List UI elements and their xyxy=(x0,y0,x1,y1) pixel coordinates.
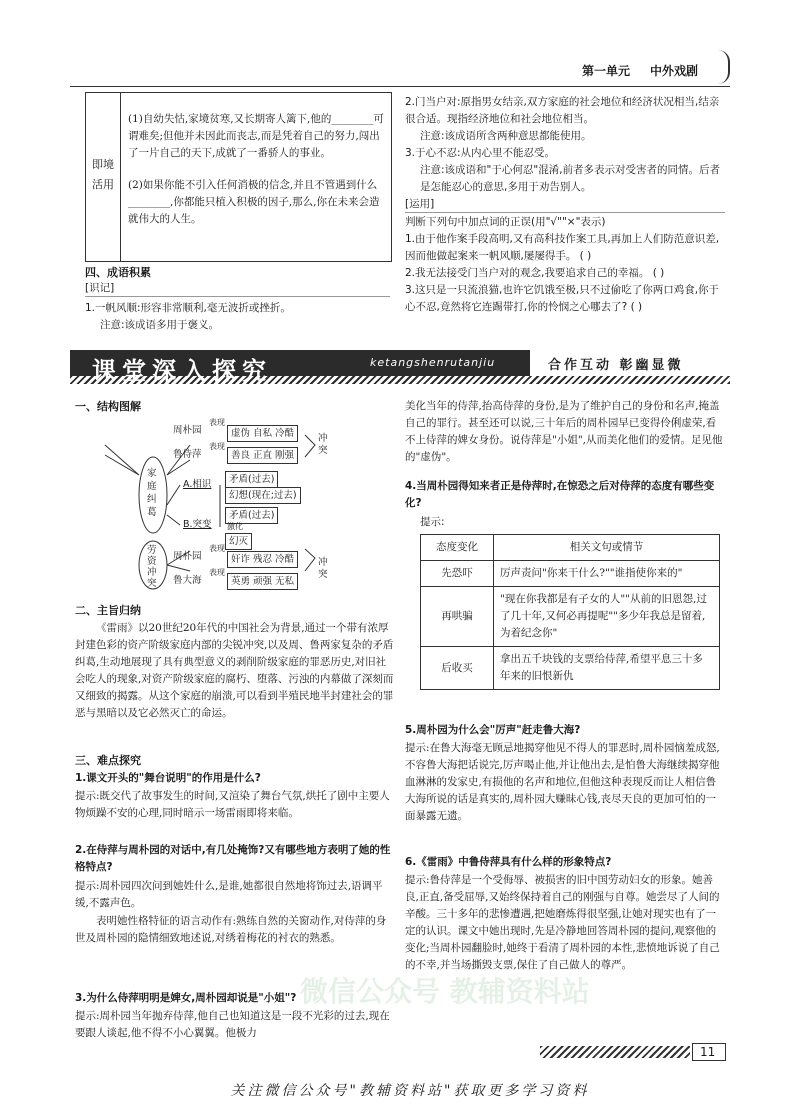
table-header: 相关文句或情节 xyxy=(494,535,720,561)
stage-b-mid: 激化 xyxy=(227,522,243,531)
page-number-bar xyxy=(540,1043,725,1059)
stage-b1: 矛盾(过去) xyxy=(225,507,278,524)
idiom-1-note: 注意:该成语多用于褒义。 xyxy=(100,319,220,331)
right-a5: 提示:在鲁大海毫无顾忌地揭穿他见不得人的罪恶时,周朴园恼羞成怒,不容鲁大海把话说完,厉声喝止他,并让他出去,是怕鲁大海继续揭穿他血淋淋的发家史,有损他的名声和地位,但他这种表现反而让人相信鲁大海所说的话是真实的,周朴园大赚昧心钱,丧尽天良的更加可怕的一面暴露无遗。 xyxy=(405,742,720,822)
practice-text-2: (2)如果你能不引入任何消极的信念,并且不管遇到什么________,你都能只植入积极的因子,那么,你在未来会造就伟大的人生。 xyxy=(128,179,380,225)
biao-2: 表现 xyxy=(209,442,225,451)
biao-1: 表现 xyxy=(209,418,225,427)
page-number: 11 xyxy=(700,1045,716,1059)
idiom-3-note: 注意:该成语和"于心何忍"混淆,前者多表示对受害者的同情。后者是怎能忍心的意思,多用于劝告别人。 xyxy=(420,164,721,193)
footer-note: 关注微信公众号"教辅资料站"获取更多学习资料 xyxy=(230,1083,590,1099)
section-banner xyxy=(70,350,730,384)
header-bracket xyxy=(718,50,730,84)
lu2-label: 鲁大海 xyxy=(173,575,202,586)
zhou-label: 周朴园 xyxy=(173,425,202,436)
structure-diagram xyxy=(75,415,395,595)
stage-b: B.突变 xyxy=(183,519,212,530)
table-row xyxy=(421,561,720,587)
banner-slogan: 合作互动 彰幽显微 xyxy=(548,358,684,373)
page-header xyxy=(560,58,730,82)
theme-title: 二、主旨归纳 xyxy=(75,604,141,617)
zhou2-traits: 奸诈 残忍 冷酷 xyxy=(227,551,298,568)
biao-3: 表现 xyxy=(209,544,225,553)
table-header: 态度变化 xyxy=(421,535,494,561)
right-a6: 提示:鲁侍萍是一个受侮辱、被损害的旧中国劳动妇女的形象。她善良,正直,备受屈辱,又始终保持着自己的刚强与自尊。她尝尽了人间的辛酸。三十多年的悲惨遭遇,把她磨炼得很坚强,让她对现实也有了一定的认识。课文中她出现时,先是冷静地回答周朴园的提问,观察他的变化;当周朴园翻脸时,她终于看清了周朴园的本性,悲愤地诉说了自己的不幸,并当场撕毁支票,保住了自己做人的尊严。 xyxy=(405,874,720,971)
idiom-3: 3.于心不忍:从内心里不能忍受。 xyxy=(405,147,556,159)
judge-q1: 1.由于他作案手段高明,又有高科技作案工具,再加上人们防范意识差,因而他做起案来一帆风顺,屡屡得手。 ( ) xyxy=(405,233,720,262)
lu-label: 鲁侍萍 xyxy=(173,449,202,460)
stage-a2: 幻想(现在;过去) xyxy=(225,487,301,504)
diagram-lines xyxy=(75,415,395,595)
table-row xyxy=(421,587,720,647)
page-number-box xyxy=(692,1043,726,1061)
practice-box xyxy=(85,92,392,262)
judge-intro: 判断下列句中加点词的正误(用"√""×"表示) xyxy=(405,216,606,228)
section-label: 中外戏剧 xyxy=(650,64,699,78)
watermark-text: 微信公众号 教辅资料站 xyxy=(300,975,590,1008)
table-cell: "现在你我都是有子女的人""从前的旧恩怨,过了几十年,又何必再提呢""多少年我总是留着,为着纪念你" xyxy=(494,587,720,647)
attitude-table xyxy=(420,534,720,690)
practice-text-1: (1)自幼失怙,家境贫寒,又长期寄人篱下,他的________可谓难矣;但他并未因此而丧志,而是凭着自己的努力,闯出了一片自己的天下,成就了一番骄人的事业。 xyxy=(128,113,384,159)
right-continued: 美化当年的侍萍,抬高侍萍的身份,是为了维护自己的身份和名声,掩盖自己的罪行。甚至还可以说,三十年后的周朴园早已变得伶俐虚荣,看不上侍萍的婢女身份。说侍萍是"小姐",从而美化他们的爱情。足见他的"虚伪"。 xyxy=(405,400,723,463)
conflict-2: 冲突 xyxy=(318,557,328,580)
idiom-2: 2.门当户对:原指男女结亲,双方家庭的社会地位和经济状况相当,结亲很合适。现指经济地位和社会地位相当。 xyxy=(405,96,720,125)
memo-rule xyxy=(85,296,390,297)
left-a2: 提示:周朴园四次问到她姓什么,是谁,她都很自然地将饰过去,语调平缓,不露声色。 xyxy=(75,880,383,909)
zhou-traits: 虚伪 自私 冷酷 xyxy=(227,425,298,442)
use-rule xyxy=(405,212,725,213)
table-cell: 后收买 xyxy=(421,647,494,690)
stage-a: A.相识 xyxy=(183,479,212,490)
difficult-title: 三、难点探究 xyxy=(75,754,141,767)
page-number-stripe xyxy=(540,1046,690,1058)
table-cell: 拿出五千块钱的支票给侍萍,希望平息三十多年来的旧恨新仇 xyxy=(494,647,720,690)
biao-4: 表现 xyxy=(209,568,225,577)
theme-text: 《雷雨》以20世纪20年代的中国社会为背景,通过一个带有浓厚封建色彩的资产阶级家庭内部的尖锐冲突,以及周、鲁两家复杂的矛盾纠葛,生动地展现了具有典型意义的剥削阶级家庭的罪恶历史,对旧社会吃人的现象,对资产阶级家庭的腐朽、堕落、污浊的内幕做了深刻而又细致的揭露。从这个家庭的崩溃,可以看到半殖民地半封建社会的罪恶与黑暗以及它必然灭亡的命运。 xyxy=(75,622,394,719)
stage-a1: 矛盾(过去) xyxy=(225,471,278,488)
class-label: 劳资冲突 xyxy=(147,545,157,589)
judge-q3: 3.这只是一只流浪猫,也许它饥饿至极,只不过偷吃了你两口鸡食,你于心不忍,竟然将它连踢带打,你的怜悯之心哪去了? ( ) xyxy=(405,284,720,313)
lu2-traits: 英勇 顽强 无私 xyxy=(227,573,298,590)
stage-b2: 幻灭 xyxy=(225,533,252,550)
right-q4: 4.当周朴园得知来者正是侍萍时,在惊恐之后对侍萍的态度有哪些变化? xyxy=(405,480,715,509)
memo-tag: [识记] xyxy=(85,282,115,294)
right-q5: 5.周朴园为什么会"厉声"赶走鲁大海? xyxy=(405,724,581,736)
practice-label: 即境 活用 xyxy=(92,158,114,191)
table-cell: 厉声责问"你来干什么?""谁指使你来的" xyxy=(494,561,720,587)
structure-title: 一、结构图解 xyxy=(75,400,141,413)
conflict-1: 冲突 xyxy=(318,433,328,456)
left-a1: 提示:既交代了故事发生的时间,又渲染了舞台气氛,烘托了剧中主要人物烦躁不安的心理,同时暗示一场雷雨即将来临。 xyxy=(75,790,390,819)
table-cell: 再哄骗 xyxy=(421,587,494,647)
table-row xyxy=(421,647,720,690)
practice-label-cell xyxy=(86,93,121,261)
left-a3: 提示:周朴园当年抛弃侍萍,他自己也知道这是一段不光彩的过去,现在要跟人谈起,他不得不小心翼翼。他极力 xyxy=(75,1010,390,1039)
idiom-1: 1.一帆风顺:形容非常顺利,毫无波折或挫折。 xyxy=(85,302,291,314)
table-header-row xyxy=(421,535,720,561)
use-tag: [运用] xyxy=(405,198,435,210)
family-label: 家庭纠葛 xyxy=(147,468,157,518)
banner-pinyin: ketangshenrutanjiu xyxy=(370,356,496,369)
left-q3: 3.为什么侍萍明明是婢女,周朴园却说是"小姐"? xyxy=(75,992,297,1004)
banner-title: 课堂深入探究 xyxy=(92,356,272,385)
unit-label: 第一单元 xyxy=(582,64,631,78)
judge-q2: 2.我无法接受门当户对的观念,我要追求自己的幸福。 ( ) xyxy=(405,267,665,279)
idiom-2-note: 注意:该成语所含两种意思都能使用。 xyxy=(420,130,592,142)
left-q1: 1.课文开头的"舞台说明"的作用是什么? xyxy=(75,772,261,784)
left-q2: 2.在侍萍与周朴园的对话中,有几处掩饰?又有哪些地方表明了她的性格特点? xyxy=(75,844,391,873)
right-q6: 6.《雷雨》中鲁侍萍具有什么样的形象特点? xyxy=(405,856,612,868)
right-tip: 提示: xyxy=(420,516,445,528)
lu-traits: 善良 正直 刚强 xyxy=(227,447,298,464)
zhou2-label: 周朴园 xyxy=(173,551,202,562)
left-a2b: 表明她性格特征的语言动作有:熟练自然的关窗动作,对侍萍的身世及周朴园的隐情细致地述说,对绣着梅花的衬衣的熟悉。 xyxy=(75,915,387,944)
table-cell: 先恐吓 xyxy=(421,561,494,587)
header-rule xyxy=(70,86,730,87)
section4-title: 四、成语积累 xyxy=(85,266,151,279)
